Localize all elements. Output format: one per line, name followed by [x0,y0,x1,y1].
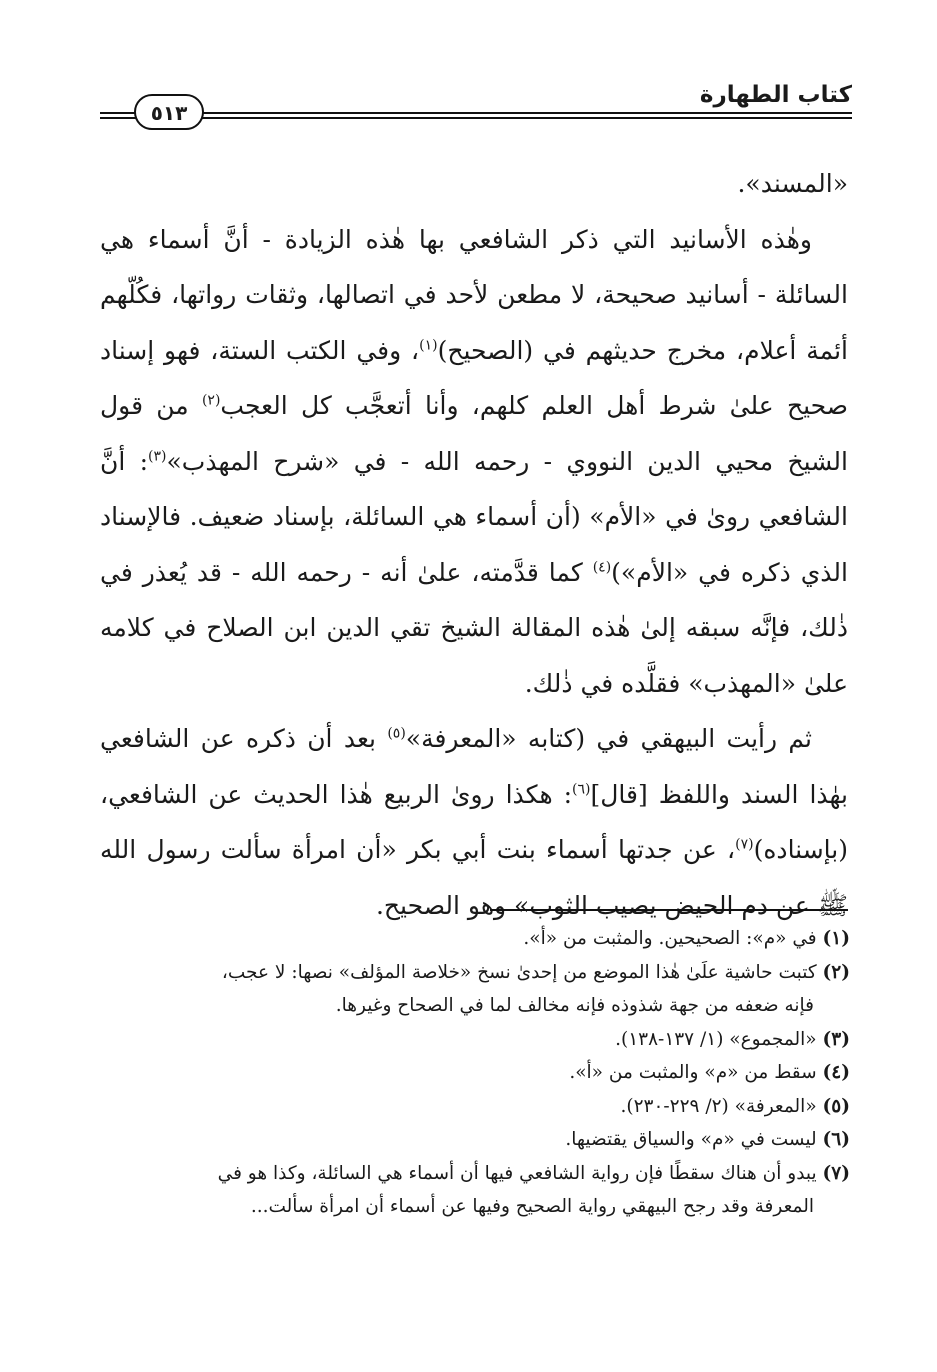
text-run: ثم رأيت البيهقي في (كتابه «المعرفة» [405,724,812,753]
text-run: : هكذا روىٰ الربيع هٰذا الحديث عن الشافعي، (بإسناده) [100,779,848,864]
footnote-text: يبدو أن هناك سقطًا فإن رواية الشافعي فيها أن أسماء هي السائلة، وكذا هو في [217,1162,817,1184]
footnote-7-continuation: المعرفة وقد رجح البيهقي رواية الصحيح وفيها عن أسماء أن امرأة سألت... [250,1196,814,1217]
text-run: كما قدَّمته، علىٰ أنه - رحمه الله - قد يُعذر في ذٰلك، فإنَّه سبقه إلىٰ هٰذه المقالة الشيخ تقي الدين ابن الصلاح في كلامه علىٰ «المهذب» فقلَّده في ذٰلك. [100,557,848,698]
header-rule-secondary [100,117,852,119]
footnote-6 [100,1123,850,1157]
text-run: من قول الشيخ محيي الدين النووي - رحمه الله - في «شرح المهذب» [100,391,848,476]
text-run: : أنَّ الشافعي روىٰ في «الأم» (أن أسماء هي السائلة، بإسناد ضعيف. فالإسناد الذي ذكره في «الأم») [100,446,848,587]
footnote-number: (٧) [822,1162,850,1184]
footnote-ref-6[interactable]: (٦) [572,781,591,798]
text-run: ، وفي الكتب الستة، فهو إسناد صحيح علىٰ شرط أهل العلم كلهم، وأنا أتعجَّب كل العجب [100,335,848,420]
footnote-text: في «م»: الصحيحين. والمثبت من «أ». [523,928,817,949]
footnote-7 [100,1157,850,1191]
footnote-number: (٢) [822,961,850,983]
footnote-text: «المعرفة» (٢/ ٢٢٩-٢٣٠). [620,1095,817,1117]
chapter-title: كتاب الطهارة [699,82,852,108]
text-run: بعد أن ذكره عن الشافعي بهٰذا السند واللفظ [قال] [100,724,848,809]
footnote-text: ليست في «م» والسياق يقتضيها. [565,1129,817,1150]
footnote-2 [100,956,850,990]
paragraph-1 [100,212,848,712]
footnote-number: (٤) [822,1062,850,1083]
footnote-ref-5[interactable]: (٥) [387,725,406,742]
page-number: ٥١٣ [134,94,204,130]
footnote-2-continuation: فإنه ضعفه من جهة شذوذه فإنه مخالف لما في الصحاح وغيرها. [335,995,814,1016]
paragraph-0: «المسند». [737,169,848,198]
page-header [100,78,852,128]
footnote-ref-7[interactable]: (٧) [735,836,754,853]
footnote-text: سقط من «م» والمثبت من «أ». [569,1062,817,1083]
footnote-number: (٦) [822,1129,850,1150]
footnote-separator [490,909,848,911]
footnote-ref-1[interactable]: (١) [419,337,438,354]
footnote-ref-2[interactable]: (٢) [201,392,221,409]
footnote-text: كتبت حاشية علَىٰ هٰذا الموضع من إحدىٰ نسخ «خلاصة المؤلف» نصها: لا عجب، [221,961,817,983]
footnote-5 [100,1090,850,1124]
main-text [100,156,848,933]
footnote-text: «المجموع» (١/ ١٣٧-١٣٨). [615,1028,817,1050]
text-run: وهٰذه الأسانيد التي ذكر الشافعي بها هٰذه الزيادة - أنَّ أسماء هي السائلة - أسانيد صحيحة، لا مطعن لأحد في اتصالها، وثقات رواتها، فكُلّهم أئمة أعلام، مخرج حديثهم في (الصحيح) [100,224,848,365]
text-run: ، عن جدتها أسماء بنت أبي بكر «أن امرأة سألت رسول الله ﷺ عن دم الحيض يصيب الثوب» وهو الصحيح. [100,835,848,920]
footnote-number: (٥) [822,1095,850,1117]
footnote-4 [100,1056,850,1090]
footnote-number: (١) [822,928,850,949]
footnote-number: (٣) [822,1028,850,1050]
header-rule [100,112,852,114]
footnotes [100,922,850,1224]
paragraph-2 [100,711,848,933]
footnote-1 [100,922,850,956]
footnote-3 [100,1023,850,1057]
footnote-ref-4[interactable]: (٤) [592,559,612,576]
footnote-ref-3[interactable]: (٣) [148,448,167,465]
